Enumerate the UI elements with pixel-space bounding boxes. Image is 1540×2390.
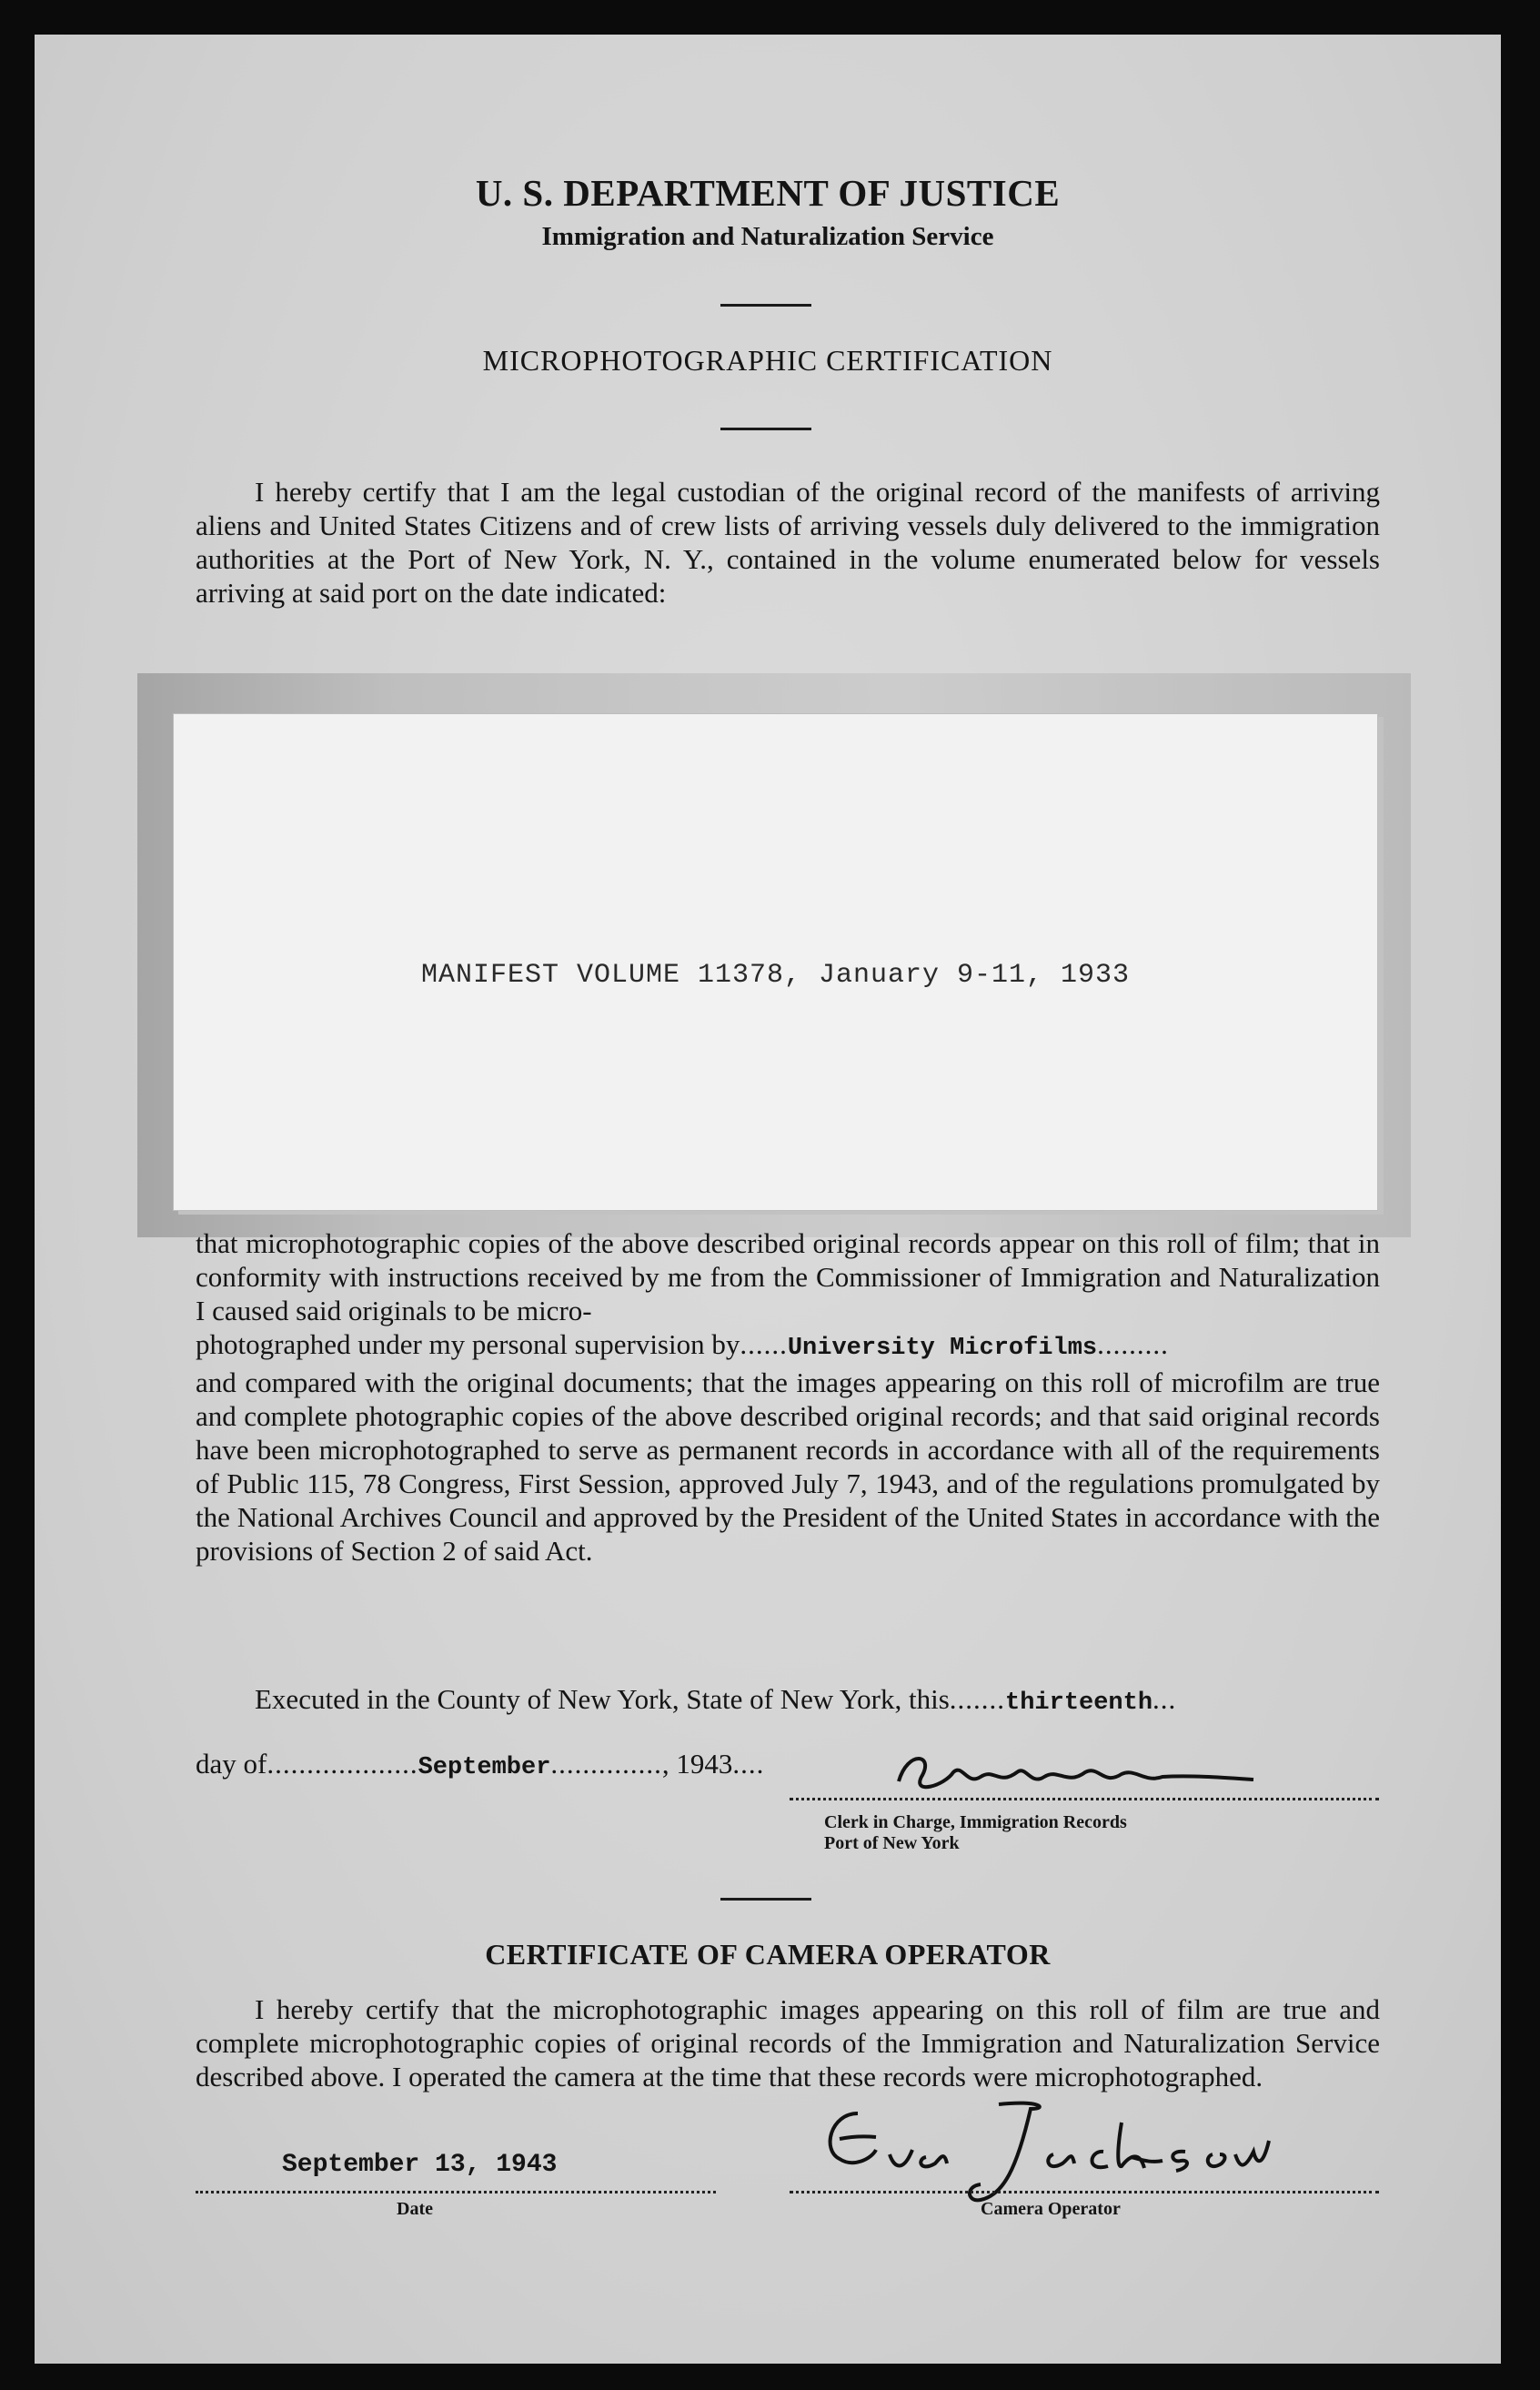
camera-operator-label: Camera Operator xyxy=(981,2199,1121,2219)
body-rest: and compared with the original documents; that the images appearing on this roll of microfilm are true and complete photographic copies of the above described original records; and that said original records have been microphotographed to serve as permanent records in accordance with all of the requirements of Public 115, 78 Congress, First Session, approved July 7, 1943, and of the regulations promulgated by the National Archives Council and approved by the President of the United States in accordance with the provisions of Section 2 of said Act. xyxy=(196,1366,1380,1567)
clerk-title-line2: Port of New York xyxy=(824,1833,960,1853)
operator-signature-line xyxy=(790,2191,1379,2193)
manifest-card xyxy=(173,713,1378,1211)
divider xyxy=(720,304,811,307)
photographer-name: University Microfilms xyxy=(787,1335,1098,1362)
body-line2: photographed under my personal supervision by......University Microfilms......... xyxy=(196,1328,1169,1362)
date-label: Date xyxy=(397,2199,433,2219)
execution-line: Executed in the County of New York, State of New York, this.......thirteenth... xyxy=(255,1683,1177,1717)
certification-title: MICROPHOTOGRAPHIC CERTIFICATION xyxy=(482,344,1053,377)
execution-month-line: day of...................September.............., 1943.... xyxy=(196,1748,765,1781)
execution-month: September xyxy=(418,1754,551,1781)
department-heading: U. S. DEPARTMENT OF JUSTICE xyxy=(475,172,1061,214)
day-of-label: day of xyxy=(196,1748,267,1780)
camera-paragraph: I hereby certify that the microphotographic images appearing on this roll of film are true and complete microphotographic copies of original records of the Immigration and Naturalization Service described above. I operated the camera at the time that these records were microphotographed. xyxy=(196,1993,1380,2093)
certification-body xyxy=(196,1226,1380,1568)
body-line1: that microphotographic copies of the above described original records appear on this roll of film; that in conformity with instructions received by me from the Commissioner of Immigration and Naturalization I caused said originals to be micro- xyxy=(196,1227,1380,1326)
divider xyxy=(720,428,811,430)
clerk-signature-line xyxy=(790,1798,1379,1800)
camera-date-value: September 13, 1943 xyxy=(282,2151,558,2179)
clerk-title-line1: Clerk in Charge, Immigration Records xyxy=(824,1812,1127,1832)
supervision-prefix: photographed under my personal supervision by xyxy=(196,1328,740,1360)
execution-year: , 1943 xyxy=(661,1748,733,1780)
divider xyxy=(720,1898,811,1901)
service-subheading: Immigration and Naturalization Service xyxy=(541,222,994,251)
date-line xyxy=(196,2191,716,2193)
execution-prefix: Executed in the County of New York, State of New York, this xyxy=(255,1683,950,1715)
intro-paragraph: I hereby certify that I am the legal custodian of the original record of the manifests of arriving aliens and United States Citizens and of crew lists of arriving vessels duly delivered to the immigration authorities at the Port of New York, N. Y., contained in the volume enumerated below for vessels arriving at said port on the date indicated: xyxy=(196,476,1380,609)
clerk-title xyxy=(824,1812,1127,1854)
certificate-page xyxy=(35,35,1501,2364)
execution-day: thirteenth xyxy=(1005,1689,1153,1717)
manifest-volume-text: MANIFEST VOLUME 11378, January 9-11, 1933 xyxy=(420,960,1131,991)
camera-certificate-title: CERTIFICATE OF CAMERA OPERATOR xyxy=(485,1938,1051,1971)
